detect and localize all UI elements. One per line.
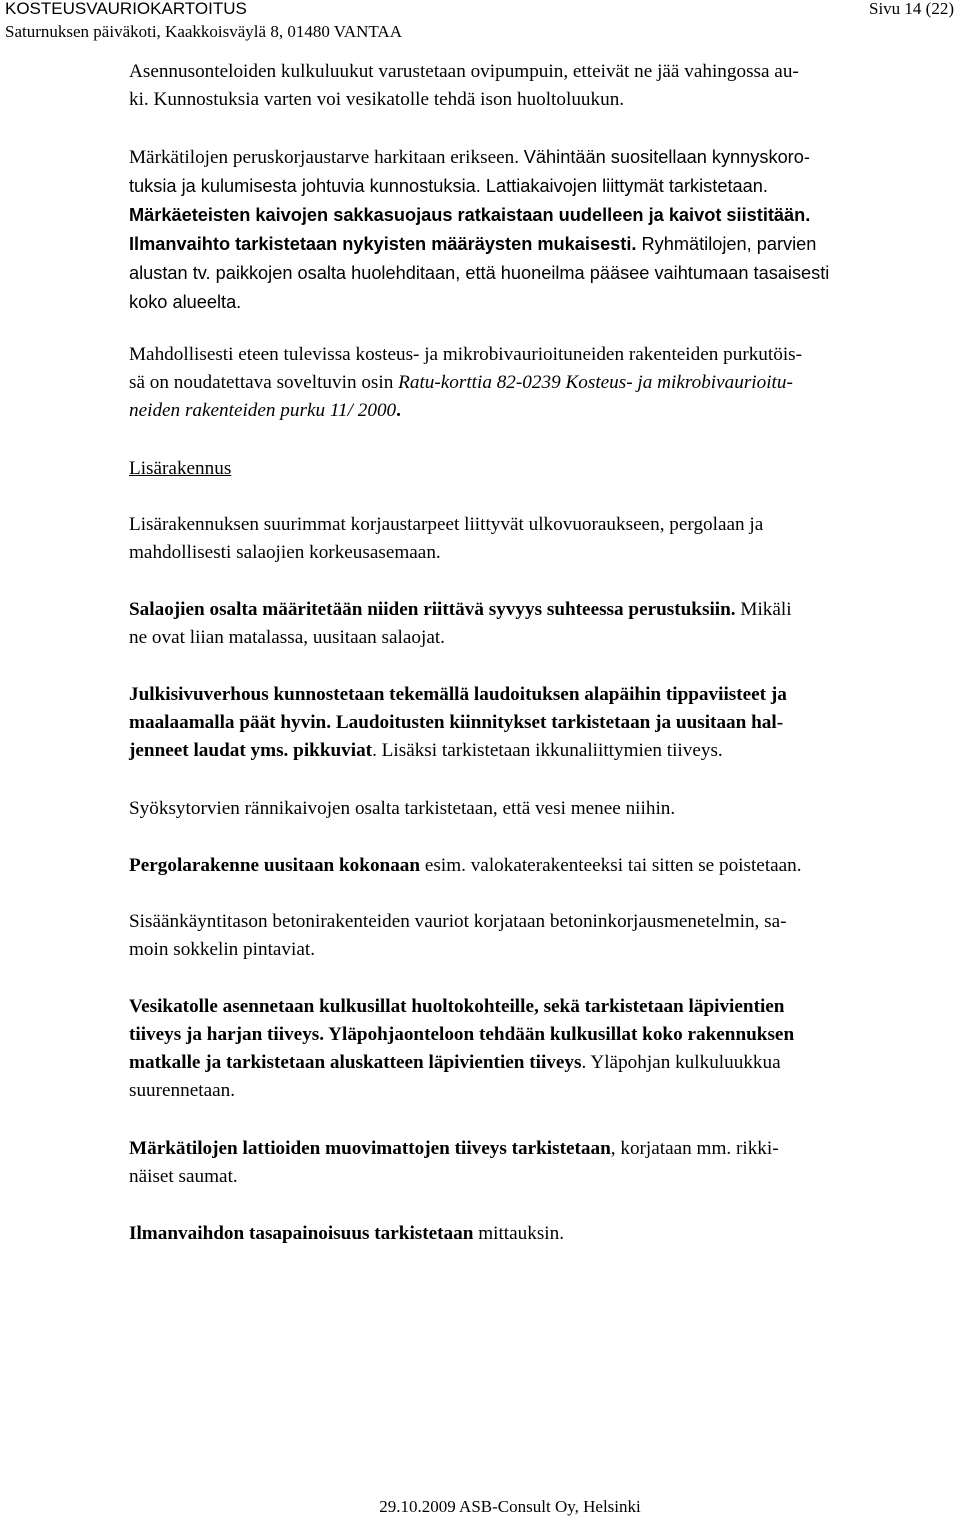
text-span: neiden rakenteiden purku 11/ 2000 [129, 400, 397, 421]
text-span: suurennetaan. [129, 1080, 236, 1101]
paragraph [129, 993, 951, 1105]
text-span: Julkisivuverhous kunnostetaan tekemällä laudoituksen alapäihin tippaviisteet ja [129, 684, 787, 705]
text-line [129, 201, 951, 230]
text-line [129, 511, 951, 539]
text-span: ne ovat liian matalassa, uusitaan salaojat. [129, 627, 445, 648]
text-line [129, 993, 951, 1021]
text-line [129, 908, 951, 936]
text-line [129, 1021, 951, 1049]
text-span: matkalle ja tarkistetaan aluskatteen läpivientien tiiveys [129, 1052, 582, 1073]
text-span: . [396, 400, 401, 421]
text-span: Märkätilojen lattioiden muovimattojen tiiveys tarkistetaan [129, 1138, 611, 1159]
text-span: Märkäeteisten kaivojen sakkasuojaus ratkaistaan uudelleen ja kaivot siistitään. [129, 205, 811, 225]
text-span: , korjataan mm. rikki- [610, 1138, 779, 1159]
text-span: maalaamalla päät hyvin. Laudoitusten kiinnitykset tarkistetaan ja uusitaan hal- [129, 712, 784, 733]
text-line [129, 259, 951, 288]
text-line [129, 455, 951, 483]
text-span: Asennusonteloiden kulkuluukut varustetaan ovipumpuin, etteivät ne jää vahingossa au- [129, 61, 799, 82]
text-span: näiset saumat. [129, 1166, 238, 1187]
paragraph [129, 455, 951, 483]
paragraph [129, 908, 951, 964]
text-span: Ratu-korttia 82-0239 Kosteus- ja mikrobivaurioitu- [398, 372, 793, 393]
text-line [129, 1220, 951, 1248]
document-address: Saturnuksen päiväkoti, Kaakkoisväylä 8, 01480 VANTAA [5, 22, 402, 41]
text-line [129, 1049, 951, 1077]
document-title: KOSTEUSVAURIOKARTOITUS [5, 0, 247, 18]
text-line [129, 936, 951, 964]
text-line [129, 397, 951, 425]
text-line [129, 1163, 951, 1191]
text-line [129, 230, 951, 259]
text-span: Lisärakennuksen suurimmat korjaustarpeet liittyvät ulkovuoraukseen, pergolaan ja [129, 514, 764, 535]
text-span: . Yläpohjan kulkuluukkua [581, 1052, 781, 1073]
text-span: Mahdollisesti eteen tulevissa kosteus- ja mikrobivaurioituneiden rakenteiden purkutöis- [129, 344, 803, 365]
text-line [129, 172, 951, 201]
text-span: Vesikatolle asennetaan kulkusillat huoltokohteille, sekä tarkistetaan läpivientien [129, 996, 785, 1017]
text-line [129, 369, 951, 397]
text-span: alustan tv. paikkojen osalta huolehditaan, että huoneilma pääsee vaihtumaan tasaisesti [129, 263, 830, 283]
text-span: Vähintään suositellaan kynnyskoro- [523, 147, 810, 167]
text-line [129, 86, 951, 114]
text-span: sä on noudatettava soveltuvin osin [129, 372, 399, 393]
section-heading: Lisärakennus [129, 458, 232, 479]
text-span: Syöksytorvien rännikaivojen osalta tarkistetaan, että vesi menee niihin. [129, 798, 676, 819]
text-line [129, 596, 951, 624]
text-line [129, 681, 951, 709]
text-span: tiiveys ja harjan tiiveys. Yläpohjaonteloon tehdään kulkusillat koko rakennuksen [129, 1024, 795, 1045]
text-span: tuksia ja kulumisesta johtuvia kunnostuksia. Lattiakaivojen liittymät tarkistetaan. [129, 176, 768, 196]
text-span: jenneet laudat yms. pikkuviat [129, 740, 373, 761]
text-span: ki. Kunnostuksia varten voi vesikatolle tehdä ison huoltoluukun. [129, 89, 625, 110]
text-line [129, 341, 951, 369]
text-span: Ilmanvaihdon tasapainoisuus tarkistetaan [129, 1223, 474, 1244]
text-span: Ilmanvaihto tarkistetaan nykyisten määräysten mukaisesti. [129, 234, 637, 254]
paragraph [129, 681, 951, 765]
paragraph [129, 795, 951, 823]
text-span: Sisäänkäyntitason betonirakenteiden vauriot korjataan betoninkorjausmenetelmin, sa- [129, 911, 787, 932]
text-span: Märkätilojen peruskorjaustarve harkitaan erikseen. [129, 147, 524, 168]
paragraph [129, 1135, 951, 1191]
text-line [129, 709, 951, 737]
paragraph [129, 511, 951, 567]
text-line [129, 288, 951, 317]
text-span: Salaojien osalta määritetään niiden riittävä syvyys suhteessa perustuksiin. [129, 599, 736, 620]
text-line [129, 143, 951, 172]
paragraph [129, 58, 951, 114]
text-line [129, 737, 951, 765]
text-span: Mikäli [735, 599, 792, 620]
paragraph [129, 596, 951, 652]
paragraph [129, 1220, 951, 1248]
paragraph [129, 852, 951, 880]
text-line [129, 58, 951, 86]
text-span: moin sokkelin pintaviat. [129, 939, 315, 960]
text-span: Pergolarakenne uusitaan kokonaan [129, 855, 421, 876]
text-line [129, 539, 951, 567]
text-span: mittauksin. [473, 1223, 565, 1244]
text-span: mahdollisesti salaojien korkeusasemaan. [129, 542, 441, 563]
text-line [129, 624, 951, 652]
text-span: esim. valokaterakenteeksi tai sitten se poistetaan. [420, 855, 802, 876]
paragraph [129, 143, 951, 317]
text-span: koko alueelta. [129, 292, 242, 312]
text-span: . Lisäksi tarkistetaan ikkunaliittymien tiiveys. [372, 740, 723, 761]
paragraph [129, 341, 951, 425]
document-footer: 29.10.2009 ASB-Consult Oy, Helsinki [379, 1497, 641, 1516]
text-span: Ryhmätilojen, parvien [636, 234, 817, 254]
text-line [129, 795, 951, 823]
page-number: Sivu 14 (22) [869, 0, 954, 18]
text-line [129, 1135, 951, 1163]
text-line [129, 852, 951, 880]
text-line [129, 1077, 951, 1105]
